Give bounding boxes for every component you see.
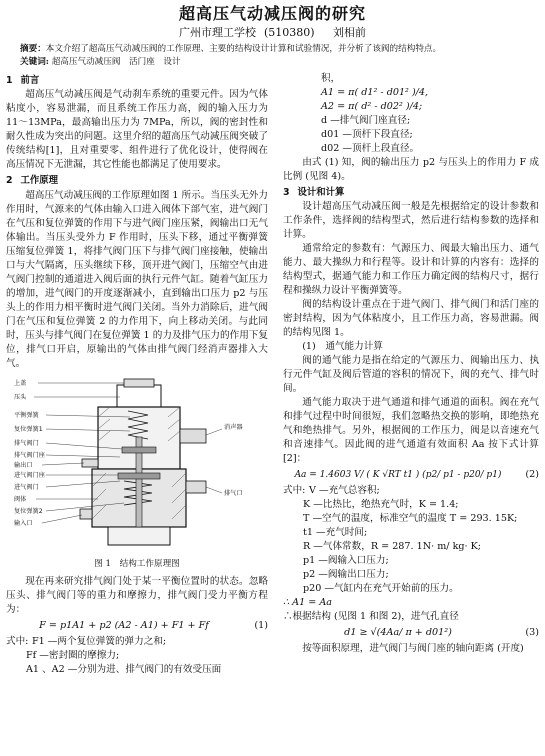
section3-paragraph-4: 阀的通气能力是指在给定的气源压力、阀输出压力、执行元件气缸及阀后管道的容积的情况下，阀的充气、排气时间。 xyxy=(283,355,539,395)
area-def: d02 —顶杆上段直径。 xyxy=(321,142,420,154)
paper-title: 超高压气动减压阀的研究 xyxy=(178,4,366,23)
equation-2 xyxy=(283,468,539,482)
where-label: 式中: xyxy=(6,635,29,647)
eq2-def: K —比热比，绝热充气时，K = 1.4; xyxy=(303,499,459,511)
fig-label-balance-spring: 平衡弹簧 xyxy=(14,412,39,420)
abstract xyxy=(20,43,529,56)
fig-label-intake-seat: 进气阀门座 xyxy=(14,472,45,480)
eq1-def: Ff —密封圈的摩擦力; xyxy=(26,649,120,661)
section-heading-1: 1 前言 xyxy=(6,74,40,86)
fig-label-exhaust-port: 排气口 xyxy=(224,490,243,498)
section-heading-2: 2 工作原理 xyxy=(6,175,59,187)
eq2-def: p1 —阀输入口压力; xyxy=(303,555,389,567)
section1-paragraph: 超高压气动减压阀是气动刹车系统的重要元件。因为气体粘度小，容易泄漏，而且系统工作压力高，阀的输入压力为 11～13MPa，最高输出压力为 7MPa，所以，阀的密封性和耐久性成为突出的问题。这里介绍的超高压气动减压阀突破了传统结构[1]，且对重要零、组件进行了优化设计，使得阀在高压情况下无泄漏，其它性能也都满足了使用要求。 xyxy=(6,89,268,171)
eq2-def: R —气体常数，R = 287. 1N· m/ kg· K; xyxy=(303,541,482,553)
area-a2-formula: A2 = π( d² - d02² )/4; xyxy=(321,100,423,112)
fig-label-return-spring-1: 复位弹簧1 xyxy=(14,426,43,434)
equation-2-expr: Aa = 1.4603 V/ ( K √RT t1 ) (p2/ p1 - p20/ p1) xyxy=(294,469,502,480)
section2-paragraph-2: 现在再来研究排气阀门处于某一平衡位置时的状态。忽略压头、排气阀门等的重力和摩擦力，排气阀门受力平衡方程为： xyxy=(6,575,268,615)
eq1-def: A1 、A2 —分别为进、排气阀门的有效受压面 xyxy=(26,663,222,675)
area-a1-formula: A1 = π( d1² - d01² )/4, xyxy=(321,86,429,98)
continuation: 积， xyxy=(321,72,341,84)
author: 刘相前 xyxy=(333,25,367,39)
fig-label-exhaust-seat: 排气阀门座 xyxy=(14,452,45,460)
section2-paragraph: 超高压气动减压阀的工作原理如图 1 所示。当压头无外力作用时，气源来的气体由输入口进入阀体下部气室，进气阀门在气压和复位弹簧的作用下与进气阀门座压紧，阀输出口无气体输出。当压头受外力 F 作用时，压头下移，通过平衡弹簧压缩复位弹簧 1，将排气阀门压下与排气阀门座接触，使输出口与大气隔离，压头继续下移，顶开进气阀门，压缩空气由进气阀门控制的通道进入阀后面的执行元件气缸。随着气缸压力的增加，进气阀门的开度逐渐减小，直到输出口压力 p2 与压头上的作用力相平衡时进气阀门关闭。当外力消除后，进气阀门在气压和复位弹簧 2 的力作用下，向上移动关闭。与此同时，压头与排气阀门在复位弹簧 1 的力及排气压力的作用下复位，排气口开启，原输出的气体由排气阀门经消声器排入大气。 xyxy=(6,190,268,370)
eq2-definitions xyxy=(283,484,539,596)
fig-label-exhaust-valve: 排气阀门 xyxy=(14,440,39,448)
section3-tail: 按等面积原理，进气阀门与阀门座的轴向距离 (开度) xyxy=(302,643,524,655)
abstract-label: 摘要： xyxy=(20,44,46,55)
figure-caption: 图 1 结构工作原理图 xyxy=(94,559,180,570)
fig-label-return-spring-2: 复位弹簧2 xyxy=(14,508,43,516)
right-column xyxy=(283,72,539,677)
equation-2-number: (2) xyxy=(525,469,539,481)
keywords xyxy=(20,56,529,69)
abstract-text: 本文介绍了超高压气动减压阀的工作原理、主要的结构设计计算和试验情况，并分析了该阀的结构特点。 xyxy=(45,44,442,55)
section3-paragraph-5: 通气能力取决于进气通道和排气通道的面积。阀在充气和排气过程中时间很短，我们忽略热交换的影响，即绝热充气和绝热排气。另外，根据阀的工作压力，阀是以音速充气和音速排气。因此阀的进气通道有效面积 Aa 按下式计算[2]： xyxy=(283,397,539,465)
equation-3-number: (3) xyxy=(525,627,539,639)
eq1-def: F1 —两个复位弹簧的弹力之和; xyxy=(32,635,167,647)
therefore-line: ∴ A1 = Aa xyxy=(283,597,332,609)
section-heading-3: 3 设计和计算 xyxy=(283,186,345,198)
where-label: 式中: xyxy=(283,485,306,497)
fig-label-top: 上盖 xyxy=(14,380,27,388)
eq2-def: p2 —阀输出口压力; xyxy=(303,569,389,581)
eq1-definitions xyxy=(6,635,268,677)
area-def: d —排气阀门座直径; xyxy=(321,114,411,126)
equation-3 xyxy=(283,626,539,640)
section3-paragraph-2: 通常给定的参数有：气源压力、阀最大输出压力、通气能力、最大操纵力和行程等。设计和计算的内容有：选择的结构型式，据通气能力和工作压力确定阀的结构尺寸，据行程和操纵力设计平衡弹簧等。 xyxy=(283,243,539,297)
fig-label-output-port: 输出口 xyxy=(14,462,33,470)
section3-paragraph-3: 阀的结构设计重点在于进气阀门、排气阀门和活门座的密封结构，因为气体粘度小，且工作压力高，容易泄漏。阀的结构见图 1。 xyxy=(283,299,539,339)
fig-label-silencer: 消声器 xyxy=(224,424,243,432)
eq2-def: V —充气总容积; xyxy=(309,485,380,497)
two-column-body xyxy=(6,72,539,677)
postcode: (510380) xyxy=(263,25,315,39)
output-pressure-note: 由式 (1) 知，阀的输出压力 p2 与压头上的作用力 F 成比例 (见图 4)。 xyxy=(283,156,539,182)
equation-3-expr: d1 ≥ √(4Aa/ π + d01²) xyxy=(344,627,452,639)
affiliation: 广州市理工学校 xyxy=(178,25,256,39)
eq2-def: p20 —气缸内在充气开始前的压力。 xyxy=(303,583,459,595)
fig-label-valve-body: 阀体 xyxy=(14,496,27,504)
fig-label-press-head: 压头 xyxy=(14,394,27,402)
equation-1 xyxy=(6,619,268,633)
valve-diagram xyxy=(12,377,262,557)
eq2-def: t1 —充气时间; xyxy=(303,527,368,539)
section3-paragraph-1: 设计超高压气动减压阀一般是先根据给定的设计参数和工作条件，选择阀的结构型式，然后进行结构参数的选择和计算。 xyxy=(283,201,539,241)
equation-1-expr: F = p1A1 + p2 (A2 - A1) + F1 + Ff xyxy=(39,619,209,631)
keywords-label: 关键词: xyxy=(20,57,49,68)
eq2-def: T —空气的温度，标准空气的温度 T = 293. 15K; xyxy=(303,513,518,525)
figure-1 xyxy=(6,377,268,571)
subsection-heading: (1) 通气能力计算 xyxy=(302,341,383,353)
area-def: d01 —顶杆下段直径; xyxy=(321,128,413,140)
equation-1-number: (1) xyxy=(254,619,268,631)
fig-label-input-port: 输入口 xyxy=(14,520,33,528)
left-column xyxy=(6,72,268,677)
fig-label-intake-valve: 进气阀门 xyxy=(14,484,39,492)
affiliation-line xyxy=(6,25,539,42)
diameter-intro: ∴根据结构 (见图 1 和图 2)，进气孔直径 xyxy=(283,611,459,623)
keywords-text: 超高压气动减压阀 活门座 设计 xyxy=(51,57,181,68)
